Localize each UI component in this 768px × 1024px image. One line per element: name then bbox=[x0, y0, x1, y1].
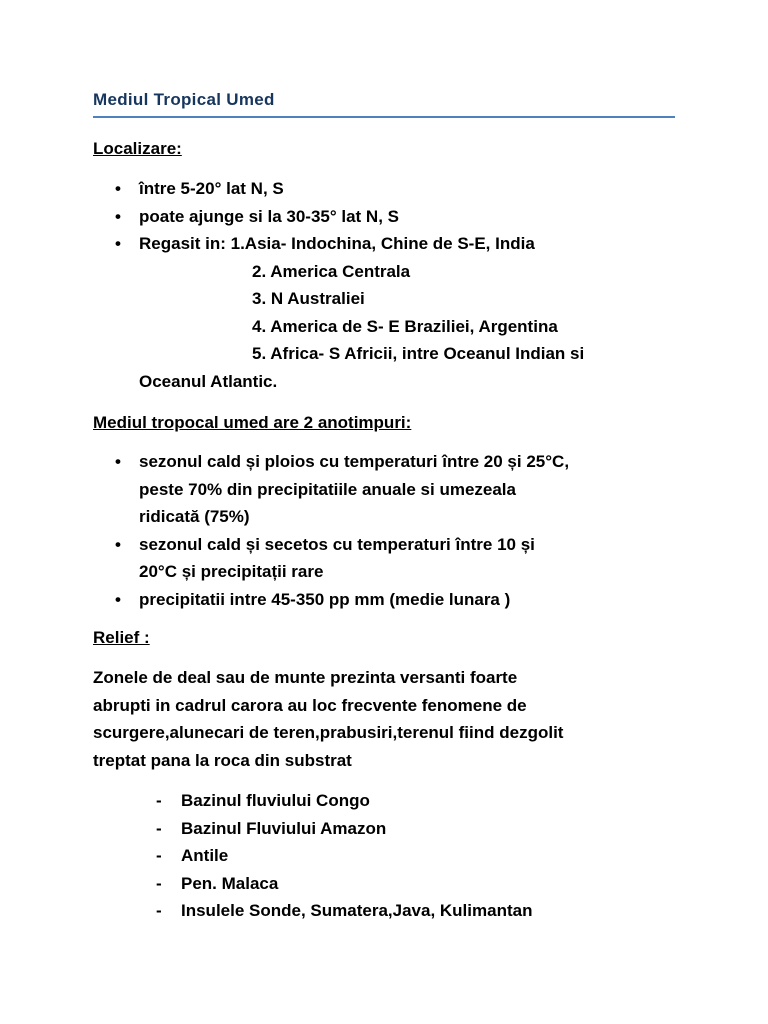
list-item: • poate ajunge si la 30-35° lat N, S bbox=[93, 203, 693, 231]
list-item: - Antile bbox=[93, 842, 693, 870]
list-item: - Bazinul fluviului Congo bbox=[93, 787, 693, 815]
bullet-icon: • bbox=[115, 234, 121, 253]
anotimpuri-list bbox=[93, 448, 693, 613]
list-item: • precipitatii intre 45-350 pp mm (medie lunara ) bbox=[93, 586, 693, 614]
bullet-icon: • bbox=[115, 179, 121, 198]
bullet-icon: • bbox=[115, 589, 121, 609]
list-item-regasit: • Regasit in: 1.Asia- Indochina, Chine de S-E, India 2. America Centrala 3. N Australiei 4. America de S- E Braziliei, Argentina 5. Africa- S Africii, intre Oceanul Indian si Oceanul Atlantic. bbox=[93, 230, 693, 395]
list-item: - Pen. Malaca bbox=[93, 870, 693, 898]
bullet-icon: • bbox=[115, 452, 121, 471]
list-item: - Insulele Sonde, Sumatera,Java, Kulimantan bbox=[93, 897, 693, 925]
localizare-heading: Localizare: bbox=[93, 139, 182, 158]
dash-icon: - bbox=[156, 791, 162, 810]
localizare-list bbox=[93, 175, 693, 395]
dash-icon: - bbox=[156, 873, 162, 893]
document-title: Mediul Tropical Umed bbox=[93, 90, 275, 109]
bullet-icon: • bbox=[115, 534, 121, 554]
relief-regions-list bbox=[93, 787, 693, 925]
dash-icon: - bbox=[156, 818, 162, 838]
dash-icon: - bbox=[156, 901, 162, 920]
list-item: • sezonul cald și secetos cu temperaturi între 10 și 20°C și precipitații rare bbox=[93, 531, 693, 586]
title-underline-rule bbox=[93, 116, 675, 118]
list-item: - Bazinul Fluviului Amazon bbox=[93, 815, 693, 843]
list-item: • sezonul cald și ploios cu temperaturi între 20 și 25°C, peste 70% din precipitatiile anuale si umezeala ridicată (75%) bbox=[93, 448, 693, 531]
relief-heading: Relief : bbox=[93, 628, 150, 647]
list-item: • între 5-20° lat N, S bbox=[93, 175, 693, 203]
bullet-icon: • bbox=[115, 206, 121, 226]
relief-paragraph: Zonele de deal sau de munte prezinta versanti foarte abrupti in cadrul carora au loc frecvente fenomene de scurgere,alunecari de teren,prabusiri,terenul fiind dezgolit treptat pana la roca din substrat bbox=[93, 668, 564, 770]
anotimpuri-heading: Mediul tropocal umed are 2 anotimpuri: bbox=[93, 413, 412, 432]
dash-icon: - bbox=[156, 846, 162, 865]
